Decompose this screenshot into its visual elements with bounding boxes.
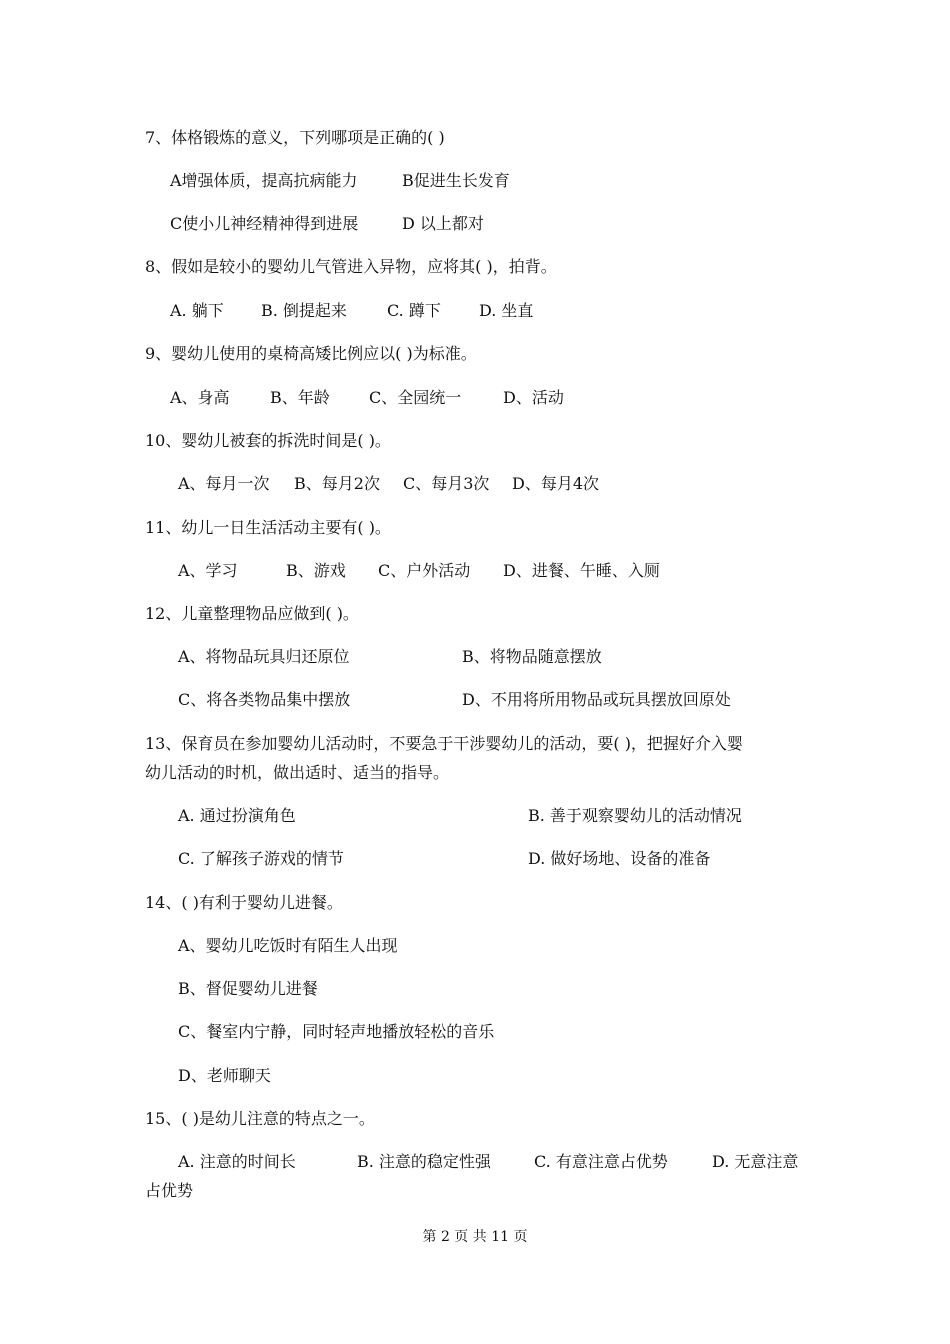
question-11-option-c: C、户外活动 (378, 561, 471, 580)
question-9-option-d: D、活动 (503, 388, 564, 407)
question-10-option-a: A、每月一次 (178, 474, 270, 493)
question-9-option-c: C、全园统一 (369, 388, 462, 407)
question-11-option-d: D、进餐、午睡、入厕 (503, 561, 660, 580)
question-7-option-c: C使小儿神经精神得到进展 (170, 214, 359, 233)
question-10-option-b: B、每月2次 (294, 474, 380, 493)
question-7-stem: 7、体格锻炼的意义，下列哪项是正确的( ) (145, 128, 445, 147)
question-15-option-a: A. 注意的时间长 (178, 1152, 296, 1171)
question-14-stem: 14、( )有利于婴幼儿进餐。 (145, 893, 343, 912)
question-12-option-a: A、将物品玩具归还原位 (178, 647, 350, 666)
question-10-option-c: C、每月3次 (403, 474, 490, 493)
question-7-option-b: B促进生长发育 (402, 171, 510, 190)
question-9-option-a: A、身高 (170, 388, 230, 407)
question-8-option-d: D. 坐直 (479, 301, 534, 320)
page-number-footer: 第 2 页 共 11 页 (422, 1229, 528, 1245)
question-13-stem-line-1: 13、保育员在参加婴幼儿活动时，不要急于干涉婴幼儿的活动，要( )，把握好介入婴 (145, 734, 743, 753)
question-12-option-d: D、不用将所用物品或玩具摆放回原处 (462, 690, 731, 709)
question-15-stem: 15、( )是幼儿注意的特点之一。 (145, 1109, 375, 1128)
question-13-option-b: B. 善于观察婴幼儿的活动情况 (528, 806, 742, 825)
question-11-option-a: A、学习 (178, 561, 238, 580)
question-8-option-a: A. 躺下 (170, 301, 224, 320)
question-13-option-d: D. 做好场地、设备的准备 (528, 849, 711, 868)
question-14-option-a: A、婴幼儿吃饭时有陌生人出现 (178, 936, 398, 955)
question-15-option-c: C. 有意注意占优势 (534, 1152, 668, 1171)
question-14-option-d: D、老师聊天 (178, 1066, 271, 1085)
question-12-option-c: C、将各类物品集中摆放 (178, 690, 351, 709)
question-7-option-d: D 以上都对 (402, 214, 484, 233)
question-13-stem-line-2: 幼儿活动的时机，做出适时、适当的指导。 (145, 763, 450, 782)
question-11-stem: 11、幼儿一日生活活动主要有( )。 (145, 518, 391, 537)
question-11-option-b: B、游戏 (286, 561, 346, 580)
question-8-option-c: C. 蹲下 (387, 301, 441, 320)
question-9-option-b: B、年龄 (270, 388, 330, 407)
question-13-option-c: C. 了解孩子游戏的情节 (178, 849, 344, 868)
question-12-stem: 12、儿童整理物品应做到( )。 (145, 604, 359, 623)
question-7-option-a: A增强体质，提高抗病能力 (170, 171, 358, 190)
question-15-option-d: D. 无意注意 (712, 1152, 799, 1171)
question-8-option-b: B. 倒提起来 (261, 301, 347, 320)
question-15-option-d-continued: 占优势 (145, 1181, 194, 1200)
question-9-stem: 9、婴幼儿使用的桌椅高矮比例应以( )为标准。 (145, 344, 477, 363)
question-15-option-b: B. 注意的稳定性强 (357, 1152, 491, 1171)
question-14-option-b: B、督促婴幼儿进餐 (178, 979, 318, 998)
question-13-option-a: A. 通过扮演角色 (178, 806, 296, 825)
question-12-option-b: B、将物品随意摆放 (462, 647, 602, 666)
question-8-stem: 8、假如是较小的婴幼儿气管进入异物，应将其( )，拍背。 (145, 257, 557, 276)
question-10-stem: 10、婴幼儿被套的拆洗时间是( )。 (145, 431, 391, 450)
question-14-option-c: C、餐室内宁静，同时轻声地播放轻松的音乐 (178, 1022, 495, 1041)
question-10-option-d: D、每月4次 (512, 474, 600, 493)
